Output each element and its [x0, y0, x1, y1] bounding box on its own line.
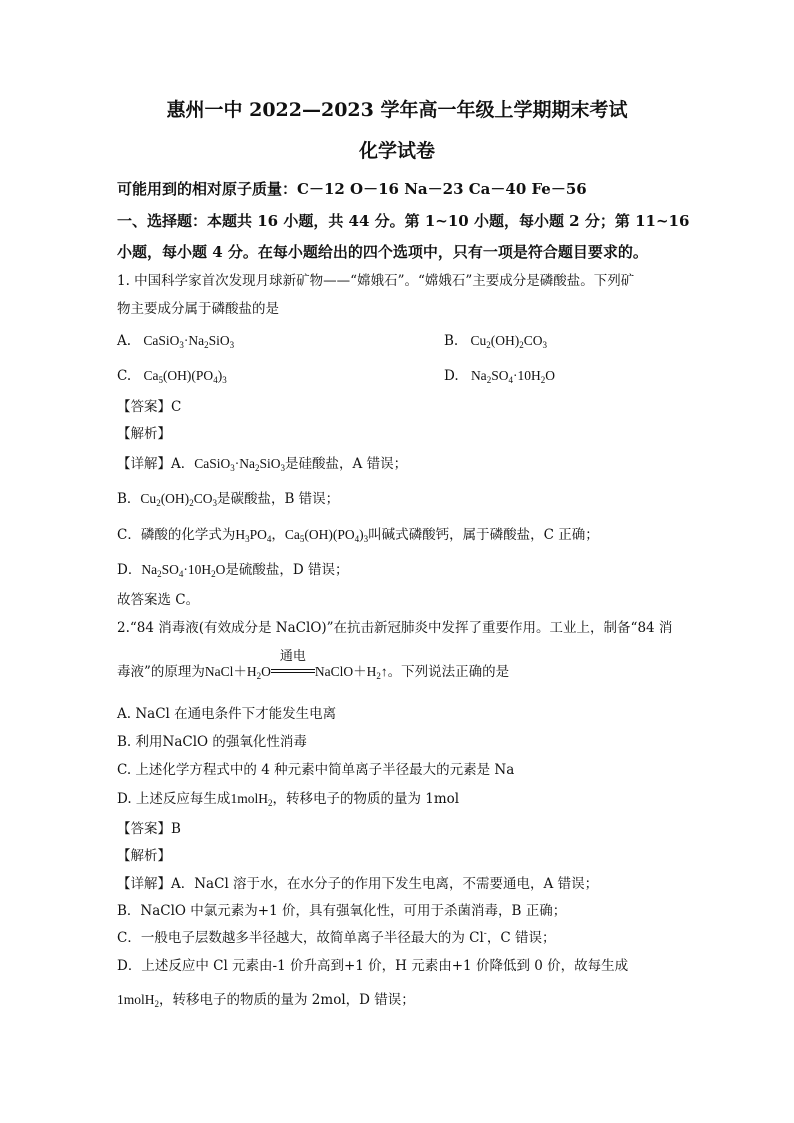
condition-text: 通电 [279, 648, 306, 663]
q2-detail-d-line1: D．上述反应中 Cl 元素由-1 价升高到+1 价，H 元素由+1 价降低到 0 价，故每生成 [117, 958, 629, 974]
q2-stem-prefix: 毒液”的原理为 [117, 664, 205, 680]
q2-stem-line2 [117, 648, 510, 681]
q2-detail-d-formula: 1molH$_2$ [117, 992, 160, 1009]
q1-detail-b-suffix: 是碳酸盐，B 错误； [216, 491, 340, 507]
atomic-mass-line: 可能用到的相对原子质量：C－12 O－16 Na－23 Ca－40 Fe－56 [117, 180, 587, 198]
q2-detail-d-suffix: ，转移电子的物质的量为 2mol，D 错误； [159, 992, 415, 1008]
q2-option-d-formula: 1molH$_2$ [230, 791, 273, 808]
q2-option-a: A. NaCl 在通电条件下才能发生电离 [117, 706, 337, 722]
q1-detail-c-prefix: C．磷酸的化学式为 [117, 527, 236, 543]
q1-detail-c-formula2: $Ca_5(OH)(PO_4)_3$ [284, 527, 369, 544]
q1-option-a-formula: $CaSiO_3\cdot Na_2SiO_3$ [143, 333, 235, 350]
q2-detail-c-prefix: C．一般电子层数越多半径越大，故简单离子半径最大的为 Cl [117, 930, 484, 946]
condition-arrow [271, 648, 315, 681]
q1-option-d-formula: $Na_2SO_4\cdot 10H_2O$ [470, 368, 555, 385]
q1-option-c-label: C. [117, 368, 132, 384]
q1-detail-c-formula1: $H_3PO_4$ [235, 527, 272, 544]
q1-detail-d-suffix: 是硫酸盐，D 错误； [225, 562, 349, 578]
q2-option-d [117, 790, 459, 808]
q1-detail-c-mid: ， [271, 527, 285, 543]
q1-option-c [117, 367, 227, 385]
q1-option-b [444, 332, 547, 350]
exam-subtitle: 化学试卷 [358, 140, 435, 162]
q1-option-a-label: A. [117, 333, 132, 349]
q2-detail-c [117, 929, 555, 947]
q1-option-c-formula: $Ca_5(OH)(PO_4)_3$ [143, 368, 227, 385]
q1-detail-label: 【详解】 [117, 456, 171, 472]
q1-detail-c-suffix: 叫碱式磷酸钙，属于磷酸盐，C 正确； [368, 527, 599, 543]
q1-detail-b [117, 490, 339, 508]
chloride-charge: - [483, 929, 487, 939]
q1-analysis-label: 【解析】 [117, 426, 171, 442]
q1-option-b-label: B. [444, 333, 459, 349]
q1-detail-d-prefix: D． [117, 562, 142, 578]
q1-stem-line2: 物主要成分属于磷酸盐的是 [117, 301, 279, 317]
q1-detail-a-prefix: A． [171, 456, 195, 472]
q2-option-d-suffix: ，转移电子的物质的量为 1mol [272, 791, 460, 807]
q2-option-c: C. 上述化学方程式中的 4 种元素中简单离子半径最大的元素是 Na [117, 762, 515, 778]
q1-detail-d-formula: $Na_2SO_4\cdot 10H_2O$ [141, 562, 226, 579]
q2-analysis-label: 【解析】 [117, 848, 171, 864]
q1-detail-c [117, 526, 599, 544]
q2-detail-d-line2 [117, 991, 415, 1009]
section-instruction-line2: 小题，每小题 4 分。在每小题给出的四个选项中，只有一项是符合题目要求的。 [117, 243, 648, 261]
q1-option-b-formula: $Cu_2(OH)_2CO_3$ [470, 333, 548, 350]
section-instruction-line1: 一、选择题：本题共 16 小题，共 44 分。第 1~10 小题，每小题 2 分；第 11~16 [117, 212, 690, 230]
q1-detail-a-formula: $CaSiO_3\cdot Na_2SiO_3$ [194, 456, 286, 473]
q2-stem-suffix: 。下列说法正确的是 [387, 664, 510, 680]
q2-detail-c-suffix: ，C 错误； [486, 930, 556, 946]
q1-option-d [444, 367, 555, 385]
q1-detail-d [117, 561, 348, 579]
q2-option-d-prefix: D. 上述反应每生成 [117, 791, 231, 807]
q1-detail-a [117, 455, 407, 473]
q1-conclusion: 故答案选 C。 [117, 592, 200, 608]
q1-option-d-label: D. [444, 368, 459, 384]
q2-stem-line1: 2.“84 消毒液(有效成分是 NaClO)”在抗击新冠肺炎中发挥了重要作用。工业上，制备“84 消 [117, 620, 673, 636]
q1-detail-b-formula: $Cu_2(OH)_2CO_3$ [140, 491, 217, 508]
exam-title: 惠州一中 2022—2023 学年高一年级上学期期末考试 [166, 99, 628, 121]
q1-stem-line1: 1. 中国科学家首次发现月球新矿物——“嫦娥石”。“嫦娥石”主要成分是磷酸盐。下列矿 [117, 273, 635, 289]
q1-option-a [117, 332, 234, 350]
q2-equation: $NaCl+H_2O$ 通电 $NaClO+H_2↑$ [204, 648, 388, 681]
q1-detail-a-suffix: 是硅酸盐，A 错误； [285, 456, 408, 472]
q2-option-b: B. 利用NaClO 的强氧化性消毒 [117, 734, 307, 750]
q2-detail-a: 【详解】A．NaCl 溶于水，在水分子的作用下发生电离，不需要通电，A 错误； [117, 876, 599, 892]
q1-answer: 【答案】C [117, 399, 182, 415]
q2-answer: 【答案】B [117, 821, 181, 837]
q2-detail-b: B．NaClO 中氯元素为+1 价，具有强氧化性，可用于杀菌消毒，B 正确； [117, 903, 567, 919]
q1-detail-b-prefix: B． [117, 491, 141, 507]
